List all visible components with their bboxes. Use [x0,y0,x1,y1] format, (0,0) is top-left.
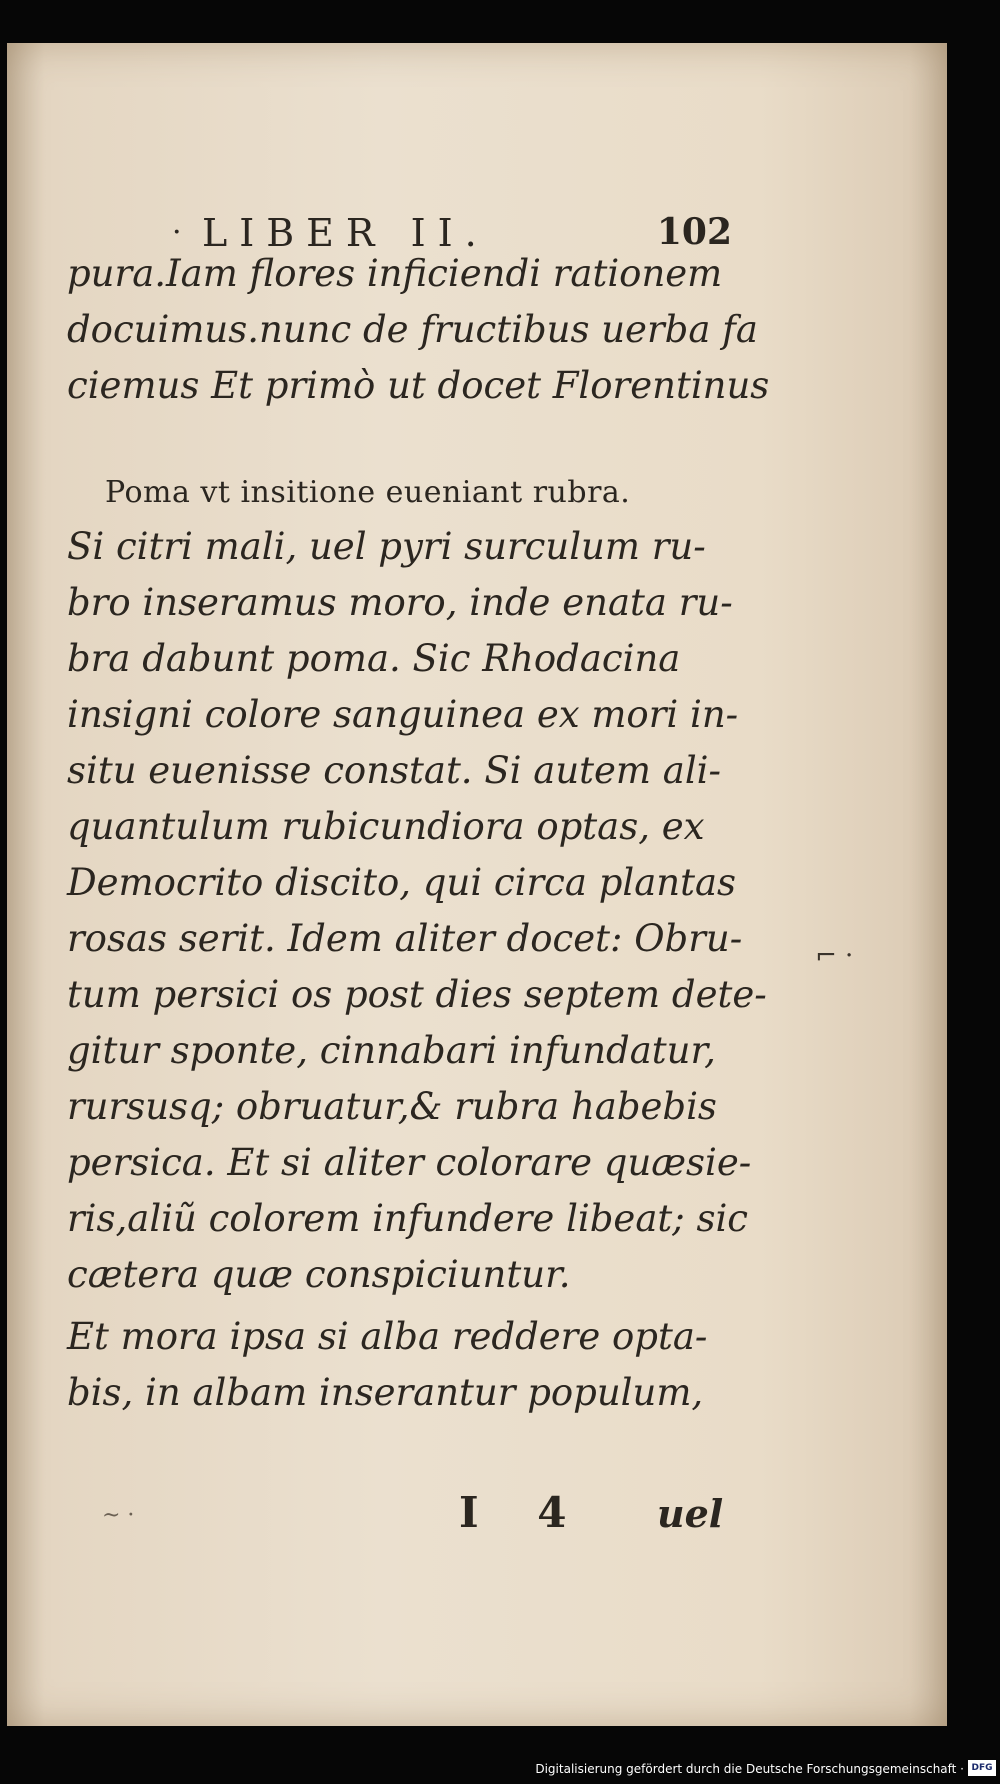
text-line: Si citri mali, uel pyri surculum ru- [67,525,706,568]
text-line: rosas serit. Idem aliter docet: Obru- [67,917,743,960]
section-caption: Poma vt insitione eueniant rubra. [105,475,631,510]
catchword: uel [657,1491,724,1536]
text-line: Democrito discito, qui circa plantas [67,861,737,904]
text-line: ris,aliũ colorem infundere libeat; sic [67,1197,749,1240]
folio-number: 102 [656,211,732,253]
text-line: tum persici os post dies septem dete- [67,973,767,1016]
text-line: insigni colore sanguinea ex mori in- [67,693,739,736]
footer-credit: Digitalisierung gefördert durch die Deutsche Forschungsgemeinschaft · [535,1762,964,1776]
text-line: gitur sponte, cinnabari infundatur, [67,1029,716,1072]
signature-mark: I 4 [459,1488,589,1537]
text-line: quantulum rubicundiora optas, ex [67,805,705,848]
book-page [7,43,947,1726]
text-line: Et mora ipsa si alba reddere opta- [67,1315,708,1358]
dfg-logo: DFG [968,1760,996,1776]
text-line: situ euenisse constat. Si autem ali- [67,749,722,792]
text-line: docuimus.nunc de fructibus uerba fa [67,308,758,351]
text-line: rursusq; obruatur,& rubra habebis [67,1085,717,1128]
text-line: ciemus Et primò ut docet Florentinus [67,364,770,407]
text-line: pura.Iam flores inficiendi rationem [67,252,723,295]
text-line: bro inseramus moro, inde enata ru- [67,581,733,624]
paper-specks: ~ · [102,1503,135,1528]
text-line: cætera quæ conspiciuntur. [67,1253,571,1296]
text-line: bra dabunt poma. Sic Rhodacina [67,637,681,680]
margin-mark: ⌐ · [815,941,854,971]
text-line: bis, in albam inserantur populum, [67,1371,704,1414]
text-line: persica. Et si aliter colorare quæsie- [67,1141,752,1184]
running-head-dot: · [172,215,182,250]
running-head-title: LIBER II. [202,211,489,255]
footer-bar [0,1756,1000,1784]
